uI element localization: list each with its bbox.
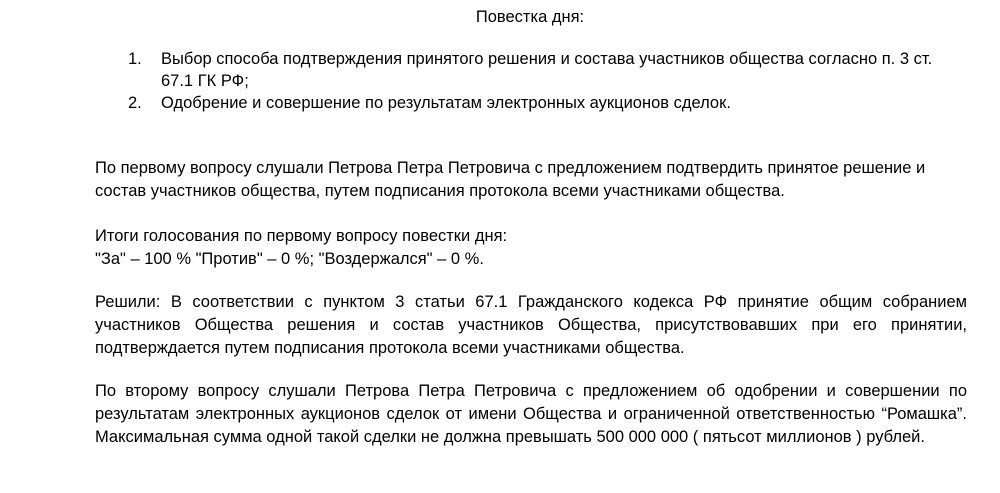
agenda-item-number: 2.: [128, 94, 142, 112]
agenda-item-number: 1.: [128, 50, 142, 68]
voting-results: "За" – 100 % "Против" – 0 %; "Воздержался" – 0 %.: [95, 250, 484, 268]
agenda-item-text: Одобрение и совершение по результатам электронных аукционов сделок.: [161, 94, 731, 112]
agenda-item-2: [0, 92, 961, 114]
agenda-item-1: [0, 48, 961, 92]
agenda-item-text: Выбор способа подтверждения принятого решения и состава участников общества согласно п. 3 ст. 67.1 ГК РФ;: [161, 50, 933, 90]
agenda-list: [0, 48, 1000, 114]
agenda-title: Повестка дня:: [475, 8, 585, 26]
voting-title: Итоги голосования по первому вопросу повестки дня:: [95, 227, 508, 245]
question2-heard-paragraph: По второму вопросу слушали Петрова Петра Петровича с предложением об одобрении и совершении по результатам электронных аукционов сделок от имени Общества и ограниченной ответственностью “Ромашка”. Максимальная сумма одной такой сделки не должна превышать 500 000 000 ( пятьсот миллионов ) рублей.: [95, 382, 967, 446]
question1-heard-paragraph: По первому вопросу слушали Петрова Петра Петровича с предложением подтвердить принятое решение и состав участников общества, путем подписания протокола всеми участниками общества.: [95, 159, 926, 200]
voting-results-block: [95, 225, 967, 271]
question1-decision-paragraph: Решили: В соответствии с пунктом 3 статьи 67.1 Гражданского кодекса РФ принятие общим собранием участников Общества решения и состав участников Общества, присутствовавших при его принятии, подтверждается путем подписания протокола всеми участниками общества.: [95, 293, 967, 357]
